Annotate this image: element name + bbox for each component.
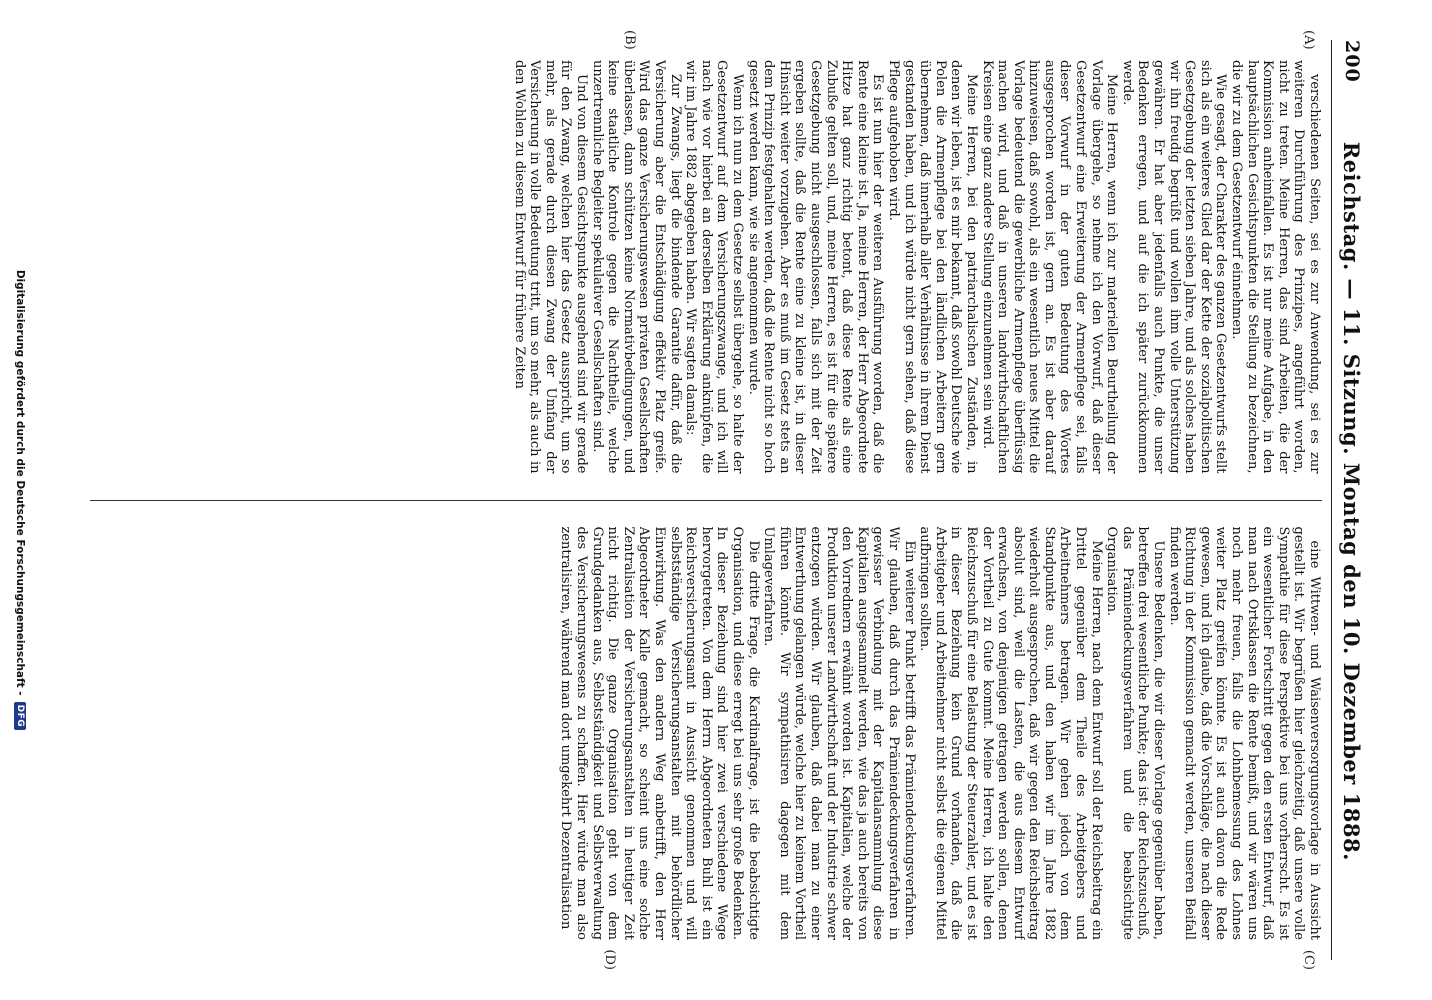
dfg-logo: DFG — [14, 702, 26, 731]
credit-text: Digitalisierung gefördert durch die Deutsche Forschungsgemeinschaft - — [14, 269, 26, 696]
right-column — [90, 527, 1322, 941]
page-number: 200 — [1341, 40, 1363, 83]
column-divider — [90, 500, 1322, 501]
paragraph: Zur Zwangs, liegt die bindende Garantie dafür, daß die Versicherung aber die Entschädigung effektiv Platz greife. Wird das ganze Versicherungswesen privaten Gesellschaften überlassen, dann schützen keine Normativbedingungen, und keine staatliche Kontrole gegen die Nachtheile, welche unzertrennliche Begleiter spekulativer Gesellschaften sind. — [589, 60, 683, 474]
paragraph: Meine Herren, wenn ich zur materiellen Beurtheilung der Vorlage übergehe, so nehme ich den Vorwurf, daß dieser Gesetzentwurf eine Erweiterung der Armenpflege sei, falls dieser Vorwurf in der guten Bedeutung des Wortes ausgesprochen worden ist, gern an. Es ist aber darauf hinzuweisen, daß sowohl, als ein wesentlich neues Mittel die Vorlage bedeutend die gewerbliche Armenpflege überflüssig machen wird, und daß in unseren landwirthschaftlichen Kreisen eine ganz andere Stellung einzunehmen sein wird. — [979, 60, 1120, 474]
margin-marker-b: (B) — [622, 30, 637, 50]
paragraph: Unsere Bedenken, die wir dieser Vorlage gegenüber haben, betreffen drei wesentliche Punkte; das ist: der Reichszuschuß, das Prämiendeckungsverfahren und die beabsichtigte Organisation. — [1104, 526, 1167, 940]
margin-marker-a: (A) — [1301, 30, 1316, 50]
paragraph: Die dritte Frage, die Kardinalfrage, ist die beabsichtigte Organisation, und diese erregt bei uns sehr große Bedenken. In dieser Beziehung sind hier zwei verschiedene Wege hervorgetreten. Von dem Herrn Abgeordneten Buhl ist ein Reichsversicherungsamt in Aussicht genommen und will selbstständige Versicherungsanstalten mit behördlicher Einwirkung. Was den andern Weg anbetrifft, den Herr Abgeordneter Kalle gemacht, so scheint uns eine solche Zentralisation der Versicherungsanstalten in heutiger Zeit nicht richtig. Die ganze Organisation geht von dem Grundgedanken aus, Selbstständigkeit und Selbstverwaltung des Versicherungswesens zu schaffen. Hier würde man also zentralisiren, während man dort umgekehrt Dezentralisation — [558, 526, 761, 940]
digitization-credit — [14, 0, 26, 1000]
paragraph: eine Wittwen- und Waisenversorgungsvorlage in Aussicht gestellt ist. Wir begrüßen hier gleichzeitig, daß unsere volle Sympathie für diese Perspektive bei uns vorherrscht. Es ist ein wesentlicher Fortschritt gegen den ersten Entwurf, daß man nach Ortsklassen die Rente bemißt, und wir wären uns noch mehr freuen, falls die Lohnbemessung des Lohnes weiter Platz greifen könnte. Es ist auch davon die Rede gewesen, und ich glaube, daß die Vorschläge, die nach dieser Richtung in der Kommission gemacht werden, unseren Beifall finden werden. — [1166, 526, 1322, 940]
running-head: Reichstag. — 11. Sitzung. Montag den 10. Dezember 1888. — [1339, 141, 1365, 861]
left-column — [90, 60, 1322, 474]
paragraph: Wenn ich nun zu dem Gesetze selbst übergehe, so halte der Gesetzentwurf auf dem Versicherungszwange, und ich will nach wie vor hierbei an derselben Erklärung anknüpfen, die wir im Jahre 1882 abgegeben haben. Wir sagten damals: — [683, 60, 746, 474]
paragraph: Ein weiterer Punkt betrifft das Prämiendeckungsverfahren. Wir glauben, daß durch das Prämiendeckungsverfahren in gewisser Verbindung mit der Kapitalansammlung diese Kapitalien ausgesammelt werden, wie das ja auch bereits von den Vorrednern erwähnt worden ist. Kapitalien, welche der Produktion unserer Landwirthschaft und der Industrie schwer entzogen würden. Wir glauben, daß dabei man zu einer Entwerthung gelangen würde, welche hier zu keinem Vortheil führen könnte. Wir sympathisiren dagegen mit dem Umlageverfahren. — [761, 526, 917, 940]
margin-marker-c: (C) — [1301, 949, 1316, 970]
page-header — [1331, 40, 1372, 960]
paragraph: Meine Herren, bei den patriarchalischen Zuständen, in denen wir leben, ist es mir bekannt, daß sowohl Deutsche wie Polen die Armenpflege bei den ländlichen Arbeitern gern übernehmen, daß innerhalb aller Verhältnisse in ihrem Dienst gestanden haben, und ich würde nicht gern sehen, daß diese Pflege aufgehoben wird. — [885, 60, 979, 474]
paragraph: Und von diesem Gesichtspunkte ausgehend sind wir gerade für den Zwang, welchen hier das Gesetz ausspricht, um so mehr, als gerade durch diesen Zwang der Umfang der Versicherung in volle Bedeutung tritt, um so mehr, als auch in den Wohlen zu diesem Entwurf für frühere Zeiten — [511, 60, 590, 474]
paragraph: Meine Herren, nach dem Entwurf soll der Reichsbeitrag ein Drittel gegenüber dem Theile des Arbeitgebers und Arbeitnehmers betragen. Wir gehen jedoch von dem Standpunkte aus, und den haben wir im Jahre 1882 wiederholt ausgesprochen, daß wir gegen den Reichsbeitrag absolut sind, weil die Lasten, die aus diesem Entwurf erwachsen, von denjenigen getragen werden sollen, denen der Vortheil zu Gute kommt. Meine Herren, ich halte den Reichszuschuß für eine Belastung der Steuerzahler, und es ist in dieser Beziehung kein Grund vorhanden, daß die Arbeitgeber und Arbeitnehmer nicht selbst die eigenen Mittel aufbringen sollten. — [917, 526, 1104, 940]
text-columns — [90, 60, 1322, 940]
paragraph: Es ist nun hier der weiteren Ausführung worden, daß die Rente eine kleine ist. Ja, meine Herren, der Herr Abgeordnete Hitze hat ganz richtig betont, daß diese Rente als eine Zubuße gelten soll, und, meine Herren, es ist für die spätere Gesetzgebung nicht ausgeschlossen, falls sich mit der Zeit ergeben sollte, daß die Rente eine zu kleine ist, in dieser Hinsicht weiter vorzugehen. Aber es muß im Gesetz stets an dem Prinzip festgehalten werden, daß die Rente nicht so hoch gesetzt werden kann, wie sie angenommen wurde. — [745, 60, 886, 474]
margin-marker-d: (D) — [602, 949, 617, 970]
paragraph: verschiedenen Seiten, sei es zur Anwendung, sei es zur weiteren Durchführung des Prinzipes, angeführt worden, nicht zu treten. Meine Herren, das sind Arbeiten, die der Kommission anheimfallen. Es ist nur meine Aufgabe, in den hauptsächlichen Gesichtspunkten die Stellung zu bezeichnen, die wir zu dem Gesetzentwurf einnehmen. — [1229, 60, 1322, 474]
paragraph: Wie gesagt, der Charakter des ganzen Gesetzentwurfs stellt sich als ein weiteres Glied dar der Kette der sozialpolitischen Gesetzgebung der letzten sieben Jahre, und als solches haben wir ihn freudig begrüßt und wollen ihm volle Unterstützung gewähren. Er hat aber jedenfalls auch Punkte, die unser Bedenken erregen, und auf die ich später zurückkommen werde. — [1119, 60, 1229, 474]
